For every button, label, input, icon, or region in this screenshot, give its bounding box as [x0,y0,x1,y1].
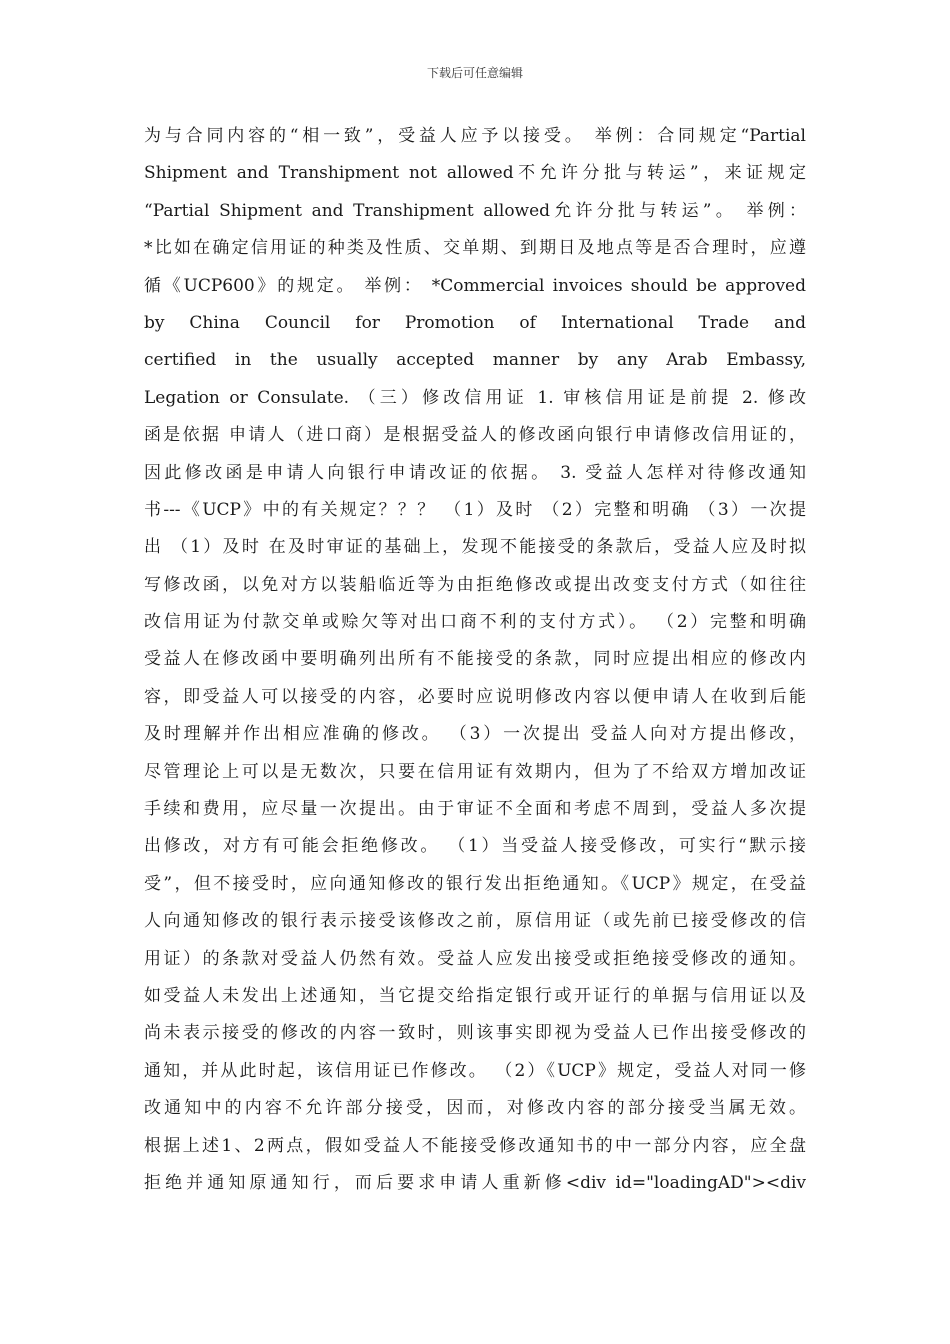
text-line: 手续和费用，应尽量一次提出。由于审证不全面和考虑不周到，受益人多次提 [144,799,806,820]
text-line: 尚未表示接受的修改的内容一致时，则该事实即视为受益人已作出接受修改的 [144,1023,806,1044]
text-line: 循《UCP600》的规定。 举例： *Commercial invoices should be approved [144,275,806,296]
text-line: 函是依据 申请人（进口商）是根据受益人的修改函向银行申请修改信用证的， [144,425,806,446]
text-line: 容，即受益人可以接受的内容，必要时应说明修改内容以便申请人在收到后能 [144,686,806,707]
text-line: 受益人在修改函中要明确列出所有不能接受的条款，同时应提出相应的修改内 [144,649,806,670]
text-line: Legation or Consulate. （三）修改信用证 1. 审核信用证是前提 2. 修改 [144,387,806,408]
text-line: by China Council for Promotion of International Trade and [144,312,806,333]
text-line: 为与合同内容的“相一致”，受益人应予以接受。 举例：合同规定“Partial [144,126,806,146]
text-line: 写修改函，以免对方以装船临近等为由拒绝修改或提出改变支付方式（如往往 [144,574,806,595]
text-line: 如受益人未发出上述通知，当它提交给指定银行或开证行的单据与信用证以及 [144,985,806,1006]
text-line: 改通知中的内容不允许部分接受，因而，对修改内容的部分接受当属无效。 [144,1098,806,1119]
text-line: Shipment and Transhipment not allowed不允许分批与转运”，来证规定 [144,163,806,184]
text-line: 人向通知修改的银行表示接受该修改之前，原信用证（或先前已接受修改的信 [144,911,806,932]
text-line: 改信用证为付款交单或赊欠等对出口商不利的支付方式）。 （2）完整和明确 [144,612,806,633]
page-header: 下载后可任意编辑 [426,66,523,80]
text-line: *比如在确定信用证的种类及性质、交单期、到期日及地点等是否合理时，应遵 [144,238,806,259]
text-line: 拒绝并通知原通知行，而后要求申请人重新修<div id="loadingAD"><div [144,1172,806,1193]
text-line: certified in the usually accepted manner by any Arab Embassy, [144,350,806,371]
text-line: 根据上述1、2两点，假如受益人不能接受修改通知书的中一部分内容，应全盘 [144,1135,806,1156]
text-line: 受”，但不接受时，应向通知修改的银行发出拒绝通知。《UCP》规定，在受益 [144,873,806,894]
text-line: 书---《UCP》中的有关规定？？？ （1）及时 （2）完整和明确 （3）一次提 [144,499,806,520]
text-line: 通知，并从此时起，该信用证已作修改。 （2）《UCP》规定，受益人对同一修 [144,1060,806,1081]
document-body [144,118,806,1202]
text-line: “Partial Shipment and Transhipment allowed允许分批与转运”。 举例： [144,200,806,221]
text-line: 因此修改函是申请人向银行申请改证的依据。 3. 受益人怎样对待修改通知 [144,462,806,483]
text-line: 用证）的条款对受益人仍然有效。受益人应发出接受或拒绝接受修改的通知。 [144,948,806,969]
text-line: 及时理解并作出相应准确的修改。 （3）一次提出 受益人向对方提出修改， [144,724,806,745]
text-line: 出修改，对方有可能会拒绝修改。 （1）当受益人接受修改，可实行“默示接 [144,836,806,857]
text-line: 尽管理论上可以是无数次，只要在信用证有效期内，但为了不给双方增加改证 [144,761,806,782]
text-line: 出 （1）及时 在及时审证的基础上，发现不能接受的条款后，受益人应及时拟 [144,537,806,558]
